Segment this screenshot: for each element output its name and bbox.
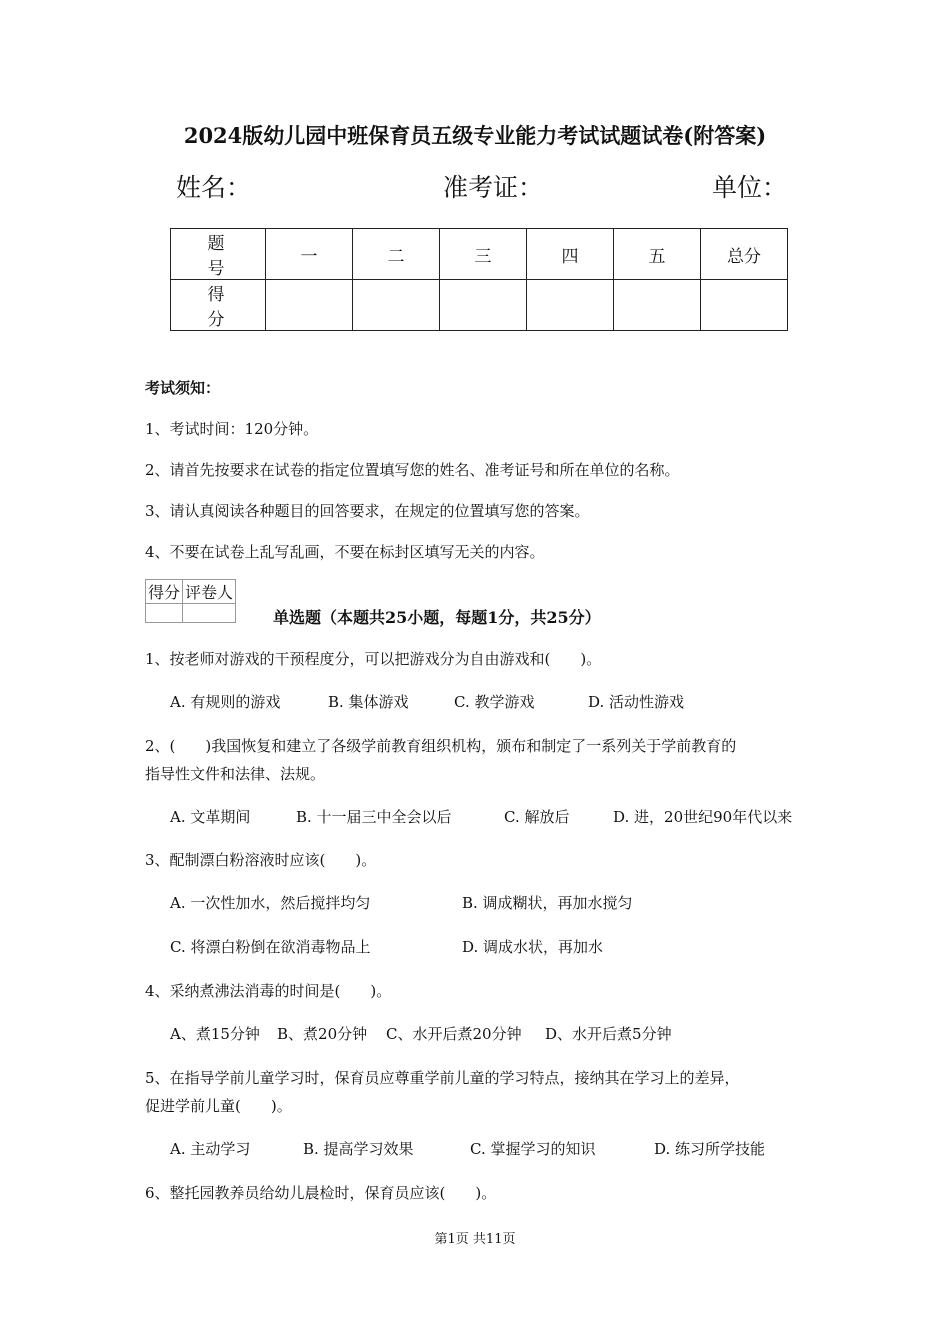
score-table-header-cell: 总分 <box>701 229 788 280</box>
score-cell[interactable] <box>614 280 701 331</box>
score-table-score-row <box>171 280 788 331</box>
option-a[interactable]: A. 有规则的游戏 <box>170 693 281 711</box>
option-d[interactable]: D. 进，20世纪90年代以来 <box>613 808 793 826</box>
option-d[interactable]: D. 调成水状，再加水 <box>462 938 604 956</box>
question-stem: 5、在指导学前儿童学习时，保育员应尊重学前儿童的学习特点，接纳其在学习上的差异， <box>145 1069 740 1087</box>
option-a[interactable]: A. 文革期间 <box>170 808 251 826</box>
section-title: 单选题（本题共25小题，每题1分，共25分） <box>273 608 601 627</box>
option-b[interactable]: B、煮20分钟 <box>277 1025 368 1043</box>
score-cell[interactable] <box>440 280 527 331</box>
option-d[interactable]: D. 练习所学技能 <box>654 1140 766 1158</box>
question-stem-continued: 促进学前儿童( )。 <box>145 1097 292 1115</box>
score-table-header-row <box>171 229 788 280</box>
exam-title: 2024版幼儿园中班保育员五级专业能力考试试题试卷(附答案) <box>183 123 767 148</box>
score-table-header-cell: 五 <box>614 229 701 280</box>
score-table-header-cell: 题 号 <box>171 229 266 280</box>
score-cell[interactable] <box>701 280 788 331</box>
grader-box <box>145 579 236 623</box>
score-table-header-cell: 四 <box>527 229 614 280</box>
notice-item: 3、请认真阅读各种题目的回答要求，在规定的位置填写您的答案。 <box>145 502 590 520</box>
option-d[interactable]: D. 活动性游戏 <box>588 693 685 711</box>
grader-score-label: 得分 <box>146 580 183 604</box>
page-footer: 第1页 共11页 <box>434 1232 516 1247</box>
question-stem: 4、采纳煮沸法消毒的时间是( )。 <box>145 982 392 1000</box>
question-stem: 3、配制漂白粉溶液时应该( )。 <box>145 851 377 869</box>
unit-field-label: 单位： <box>712 173 788 202</box>
question-stem: 2、( )我国恢复和建立了各级学前教育组织机构，颁布和制定了一系列关于学前教育的 <box>145 737 737 755</box>
score-cell[interactable] <box>527 280 614 331</box>
name-field-label: 姓名： <box>176 173 252 202</box>
option-b[interactable]: B. 十一届三中全会以后 <box>296 808 452 826</box>
score-table-header-cell: 一 <box>266 229 353 280</box>
grader-score-cell[interactable] <box>146 604 183 623</box>
score-cell[interactable] <box>266 280 353 331</box>
notice-item: 2、请首先按要求在试卷的指定位置填写您的姓名、准考证号和所在单位的名称。 <box>145 461 680 479</box>
score-table-header-cell: 二 <box>353 229 440 280</box>
option-b[interactable]: B. 集体游戏 <box>328 693 409 711</box>
notice-item: 4、不要在试卷上乱写乱画，不要在标封区填写无关的内容。 <box>145 543 545 561</box>
notice-heading: 考试须知： <box>145 379 221 397</box>
score-table-header-cell: 三 <box>440 229 527 280</box>
grader-name-cell[interactable] <box>183 604 236 623</box>
option-a[interactable]: A. 一次性加水，然后搅拌均匀 <box>170 894 371 912</box>
option-c[interactable]: C. 解放后 <box>504 808 570 826</box>
option-c[interactable]: C. 将漂白粉倒在欲消毒物品上 <box>170 938 371 956</box>
notice-item: 1、考试时间：120分钟。 <box>145 420 319 438</box>
option-c[interactable]: C. 掌握学习的知识 <box>470 1140 596 1158</box>
option-b[interactable]: B. 提高学习效果 <box>303 1140 414 1158</box>
grader-name-label: 评卷人 <box>183 580 236 604</box>
question-stem-continued: 指导性文件和法律、法规。 <box>145 765 326 783</box>
option-c[interactable]: C、水开后煮20分钟 <box>386 1025 522 1043</box>
score-table <box>170 228 788 331</box>
option-b[interactable]: B. 调成糊状，再加水搅匀 <box>462 894 633 912</box>
option-a[interactable]: A. 主动学习 <box>170 1140 251 1158</box>
question-stem: 1、按老师对游戏的干预程度分，可以把游戏分为自由游戏和( )。 <box>145 650 602 668</box>
exam-id-field-label: 准考证： <box>443 173 544 202</box>
option-c[interactable]: C. 教学游戏 <box>454 693 535 711</box>
score-cell[interactable] <box>353 280 440 331</box>
question-stem: 6、整托园教养员给幼儿晨检时，保育员应该( )。 <box>145 1184 497 1202</box>
option-a[interactable]: A、煮15分钟 <box>170 1025 260 1043</box>
score-table-row-label: 得 分 <box>171 280 266 331</box>
option-d[interactable]: D、水开后煮5分钟 <box>545 1025 672 1043</box>
